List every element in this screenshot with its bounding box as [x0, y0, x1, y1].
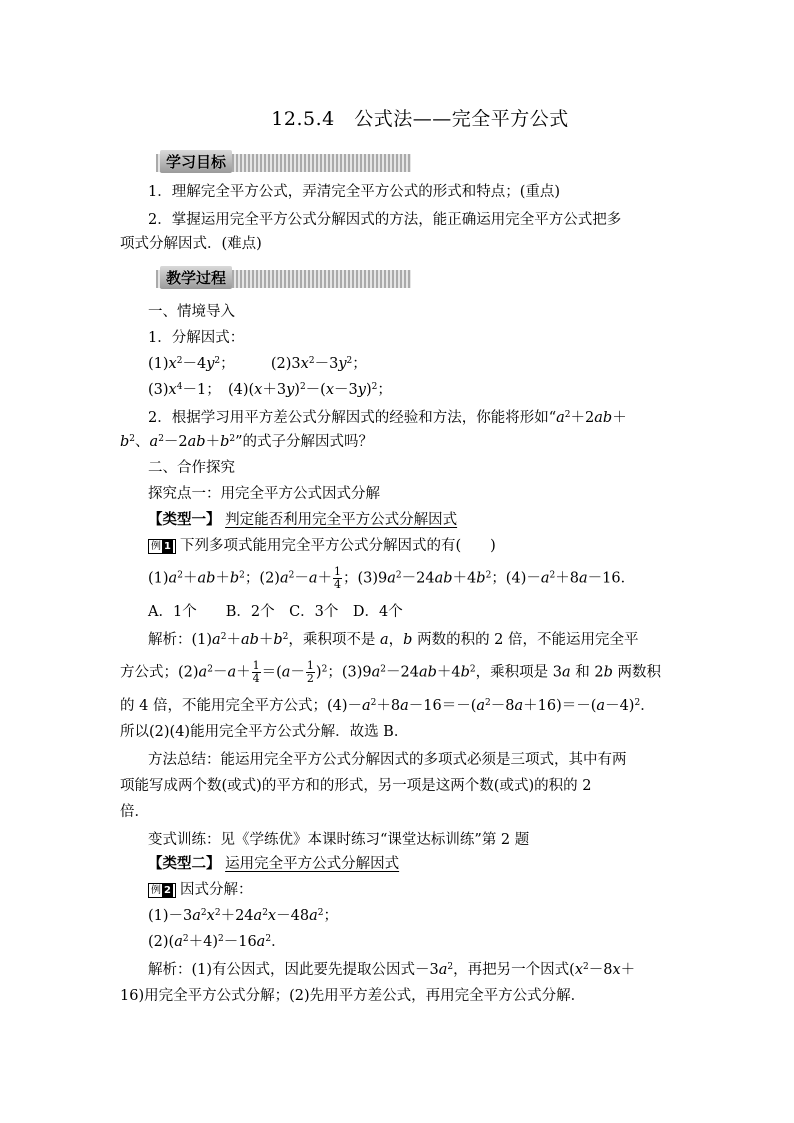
example-1-options: A．1个 B．2个 C．3个 D．4个	[148, 604, 403, 620]
example-1-badge	[148, 539, 176, 554]
method-summary-line-1: 方法总结：能运用完全平方公式分解因式的多项式必须是三项式，其中有两	[148, 752, 627, 768]
solution-2-line-2: 16)用完全平方公式分解；(2)先用平方差公式，再用完全平方公式分解．	[120, 988, 586, 1004]
fraction-one-quarter: $\frac{1}{4}$	[334, 565, 341, 591]
solution-1-line-1: 解析：$(1)a^2+ab+b^2$，乘积项不是 a，b 两数的积的 2 倍，不能运用完全平	[148, 632, 639, 648]
explore-heading: 二、合作探究	[148, 460, 235, 476]
section-header-goals	[156, 150, 411, 176]
example-2-line	[120, 880, 708, 900]
solution-1-line-2: 方公式；$(2)a^2-a+$ $\frac{1}{4}$ ＝(a－ $\frac{1}{2}$ )$^2$；$(3)9a^2-24ab+4b^2$，乘积项是 3a 和 2b 两数积	[120, 659, 661, 685]
fraction-one-half: $\frac{1}{2}$	[306, 659, 314, 685]
solution-label: 解析：	[148, 632, 192, 648]
example-2-text: 因式分解：	[179, 882, 253, 898]
solution-1-line-3: 的 4 倍，不能用完全平方公式；$(4)-a^2+8a-16=-(a^2-8a+16)=-(a-4)^2$．	[120, 698, 655, 714]
goal-2-line-1: 2．掌握运用完全平方公式分解因式的方法，能正确运用完全平方公式把多	[148, 212, 622, 228]
example-2-item-2: $(2)(a^2+4)^2-16a^2$．	[148, 934, 286, 950]
example-2-item-1: $(1)-3a^2x^2+24a^2x-48a^2$；	[148, 908, 338, 924]
goal-2-line-2: 项式分解因式．(难点)	[120, 236, 262, 252]
explore-point-1: 探究点一：用完全平方公式因式分解	[148, 486, 380, 502]
intro-q2-text: 2．根据学习用平方差公式分解因式的经验和方法，你能将形如“	[148, 410, 557, 426]
example-2-badge	[148, 883, 176, 898]
example-1-text: 下列多项式能用完全平方公式分解因式的有( )	[179, 538, 496, 554]
goal-1: 1．理解完全平方公式，弄清完全平方公式的形式和特点；(重点)	[148, 184, 561, 200]
solution-2-text-a: 解析：(1)有公因式，因此要先提取公因式－3	[148, 962, 439, 978]
intro-q2-line-1: 2．根据学习用平方差公式分解因式的经验和方法，你能将形如“$a^2+2ab+$	[148, 410, 627, 426]
intro-q2-tail: ”的式子分解因式吗？	[235, 434, 374, 450]
example-1-line	[120, 536, 708, 556]
method-summary-line-3: 倍．	[120, 804, 149, 820]
section-label-goals: 学习目标	[160, 150, 232, 173]
solution-2-line-1: 解析：(1)有公因式，因此要先提取公因式$-3a^2$，再把另一个因式($x^2-8x+$	[148, 962, 636, 978]
solution-1-line-4: 所以(2)(4)能用完全平方公式分解．故选 B．	[120, 724, 409, 740]
type-2-line	[120, 854, 708, 874]
section-header-process	[156, 266, 411, 292]
intro-exercise-row-1: $(1)x^2-4y^2$； $(2)3x^2-3y^2$；	[148, 356, 367, 372]
example-badge-number: 1	[164, 541, 171, 552]
example-1-polynomials: $(1)a^2+ab+b^2$；$(2)a^2-a+$ $\frac{1}{4}$ ；$(3)9a^2-24ab+4b^2$；$(4)-a^2+8a-16$．	[148, 565, 636, 591]
example-badge-label: 例	[151, 885, 161, 896]
type-1-title: 判定能否利用完全平方公式分解因式	[225, 512, 458, 528]
type-1-tag: 【类型一】	[148, 511, 221, 528]
page-title: 12.5.4 公式法——完全平方公式	[271, 108, 569, 130]
type-1-line	[120, 510, 708, 530]
variant-training: 变式训练：见《学练优》本课时练习“课堂达标训练”第 2 题	[148, 832, 530, 848]
example-badge-number: 2	[164, 885, 171, 896]
intro-heading: 一、情境导入	[148, 304, 235, 320]
example-badge-label: 例	[151, 541, 161, 552]
type-2-tag: 【类型二】	[148, 855, 221, 872]
fraction-one-quarter: $\frac{1}{4}$	[252, 659, 260, 685]
intro-q2-line-2: $b^2$、$a^2-2ab+b^2$”的式子分解因式吗？	[120, 434, 374, 450]
intro-q1: 1．分解因式：	[148, 330, 245, 346]
intro-exercise-row-2: $(3)x^4-1$； $(4)(x+3y)^2-(x-3y)^2$；	[148, 382, 392, 398]
section-label-process: 教学过程	[160, 266, 232, 289]
solution-2-text-b: ，再把另一个因式(	[453, 962, 575, 978]
type-2-title: 运用完全平方公式分解因式	[225, 856, 400, 872]
method-summary-line-2: 项能写成两个数(或式)的平方和的形式，另一项是这两个数(或式)的积的 2	[120, 778, 592, 794]
